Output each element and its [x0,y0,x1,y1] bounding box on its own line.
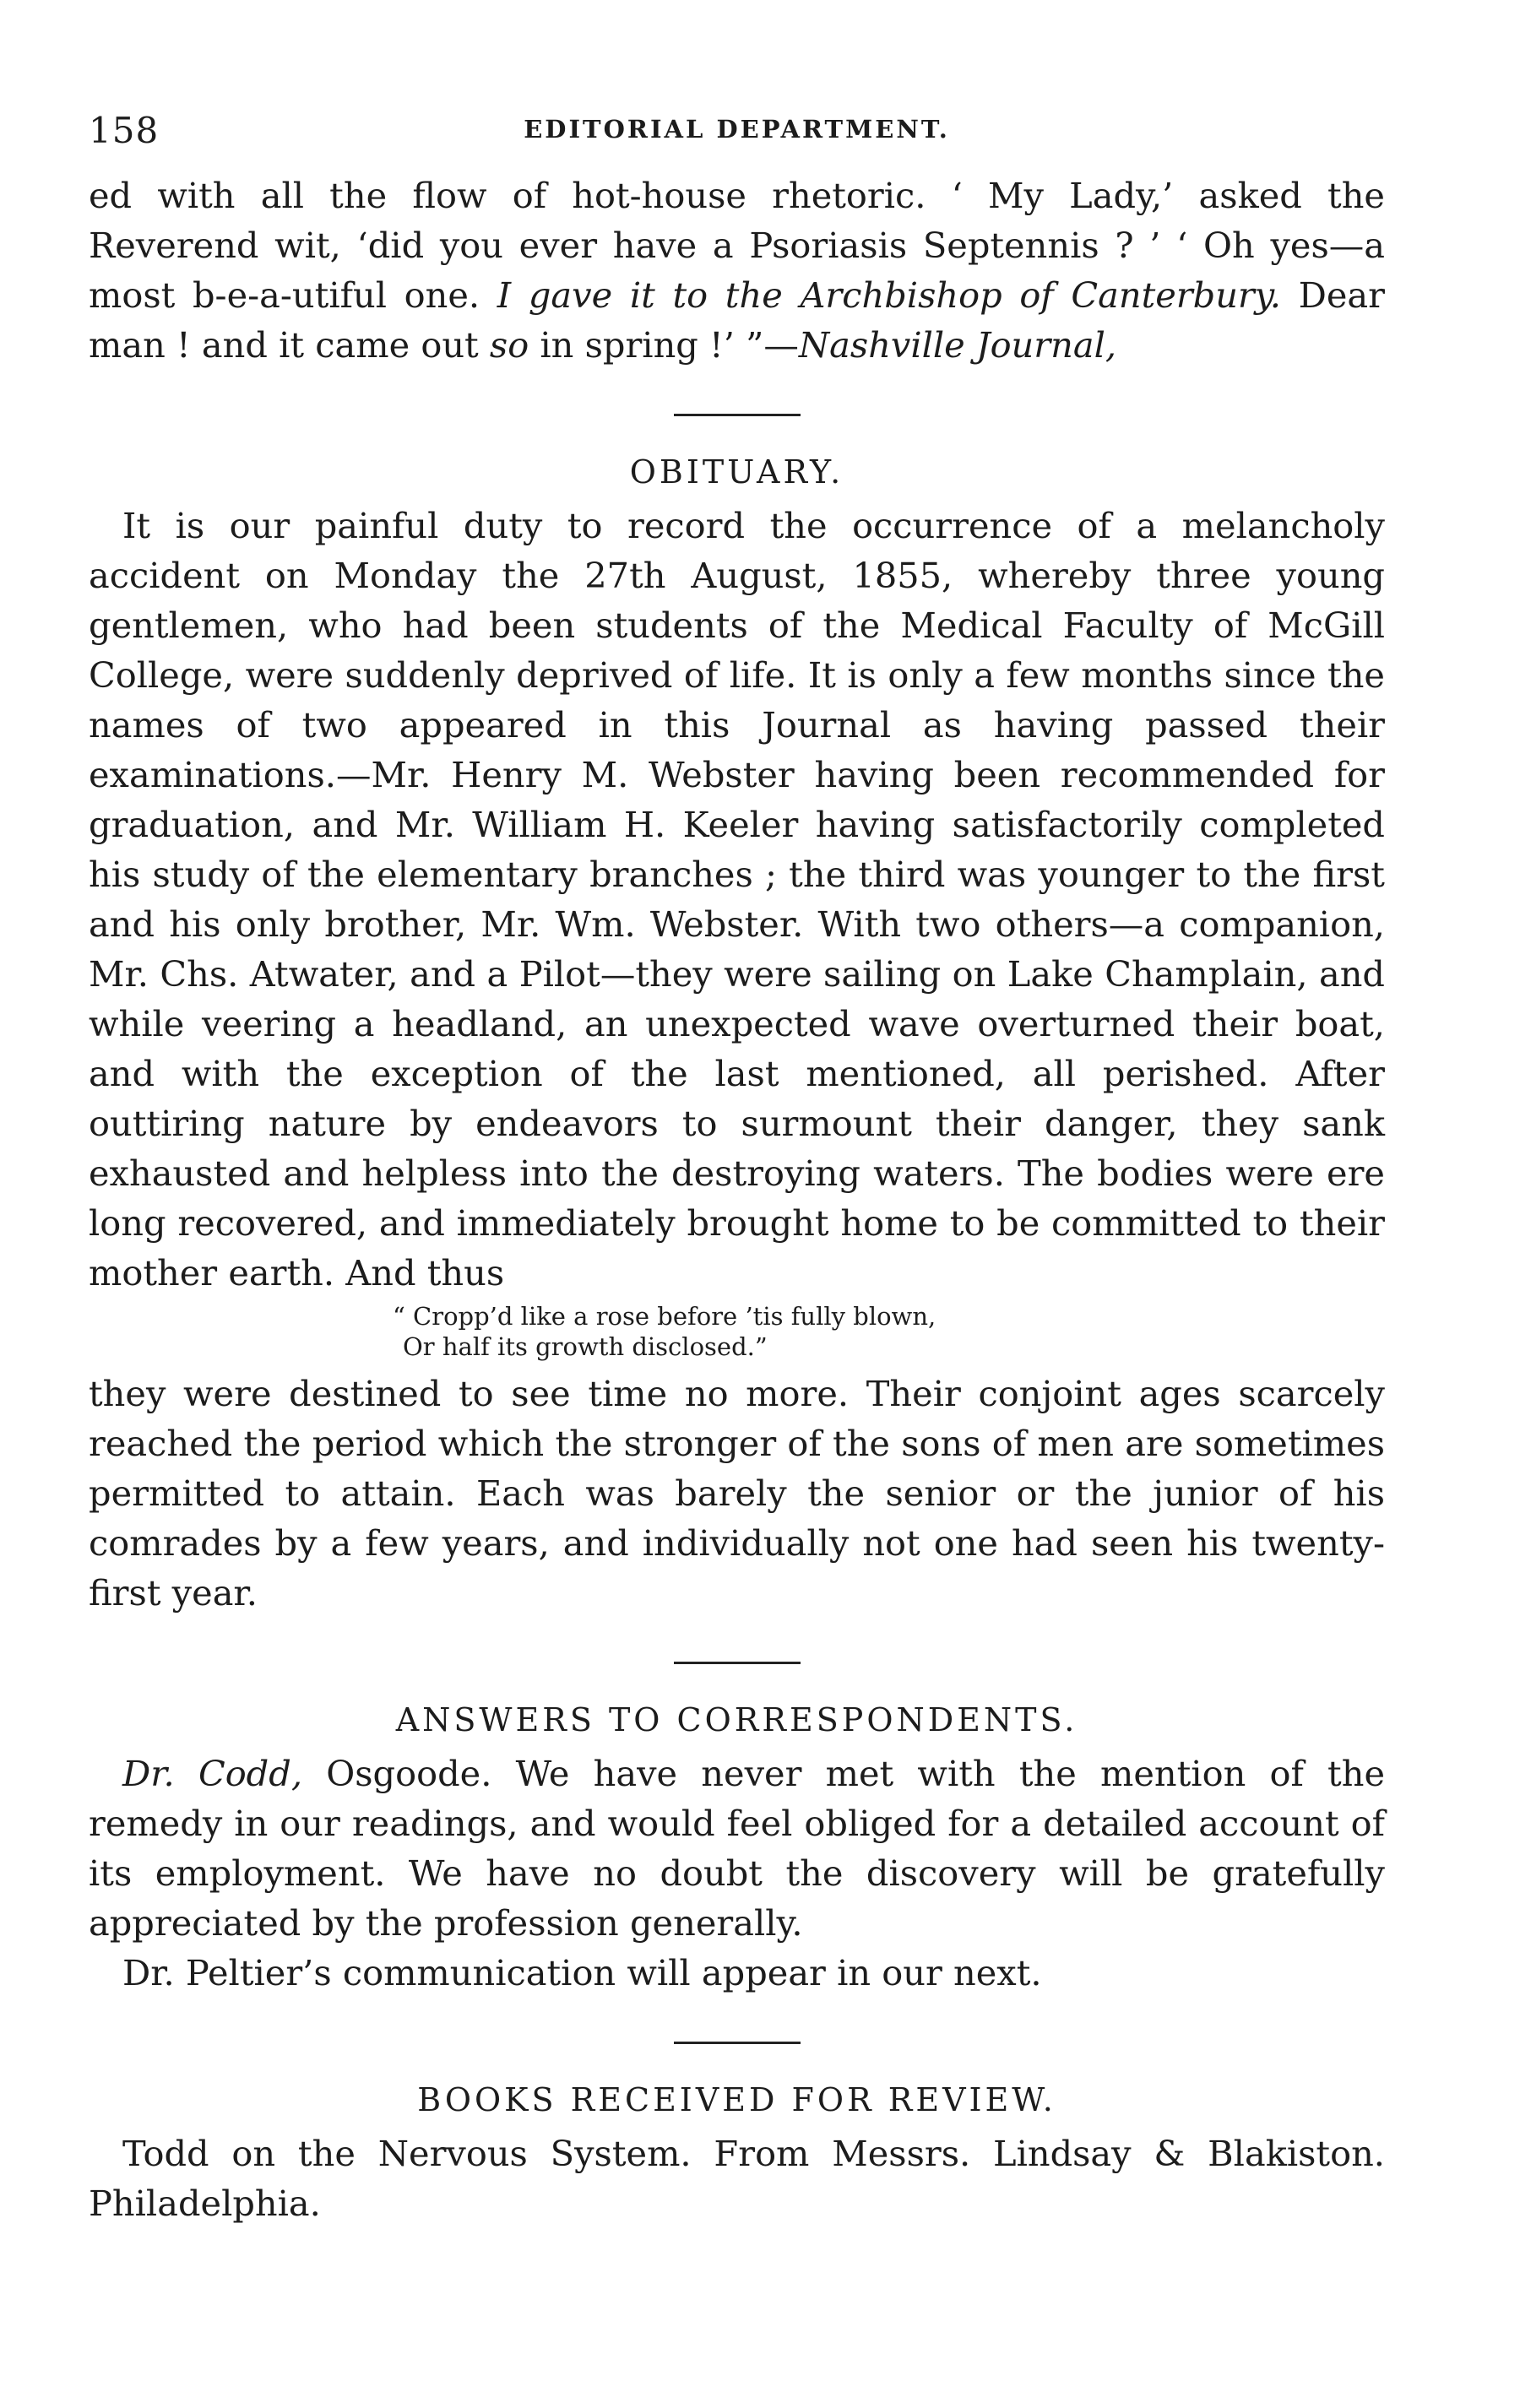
obituary-paragraph-1: It is our painful duty to record the occurrence of a melancholy accident on Monday the 27th August, 1855, whereby three young gentlemen, who had been students of the Medical Faculty of McGill College, were suddenly deprived of life. It is only a few months since the names of two appeared in this Journal as having passed their examinations.—Mr. Henry M. Webster having been recommended for graduation, and Mr. William H. Keeler having satisfactorily completed his study of the elementary branches ; the third was younger to the first and his only brother, Mr. Wm. Webster. With two others—a companion, Mr. Chs. Atwater, and a Pilot—they were sailing on Lake Champlain, and while veering a headland, an unexpected wave overturned their boat, and with the exception of the last mentioned, all perished. After outtiring nature by endeavors to surmount their danger, they sank exhausted and helpless into the destroying waters. The bodies were ere long recovered, and immediately brought home to be committed to their mother earth. And thus [89,505,1385,1293]
answers-paragraph-2: Dr. Peltier’s communication will appear in our next. [122,1952,1042,1993]
intro-italic-2: so [489,324,529,366]
answers-paragraph-1 [89,1749,1385,1948]
obituary-heading: OBITUARY. [629,453,844,491]
intro-source: Nashville Journal, [798,324,1117,366]
running-head: EDITORIAL DEPARTMENT. [524,115,950,144]
answers-heading: ANSWERS TO CORRESPONDENTS. [395,1701,1078,1738]
obituary-paragraph-2: they were destined to see time no more. Their conjoint ages scarcely reached the period which the stronger of the sons of men are sometimes permitted to attain. Each was barely the senior or the junior of his comrades by a few years, and individually not one had seen his twenty-first year. [89,1373,1385,1613]
intro-text-1: ed with all the flow of hot-house rhetoric. ‘ My Lady,’ asked the Reverend wit, ‘did you ever have a Psoriasis Septennis ? ’ ‘ Oh yes—a most b-e-a-utiful one. [89,175,1385,316]
intro-italic-1: I gave it to the Archbishop of Canterbury. [497,274,1281,316]
section-divider [674,2042,801,2044]
correspondent-name: Dr. Codd, [122,1753,303,1794]
answers-text-1: Osgoode. We have never met with the mention of the remedy in our readings, and would feel obliged for a detailed account of its employment. We have no doubt the discovery will be gratefully appreciated by the profession generally. [89,1753,1386,1944]
journal-page [89,110,1385,2228]
poem-quote [393,1301,1385,1362]
intro-text-3: in spring !’ ”— [529,324,799,366]
section-divider [674,1662,801,1664]
quote-line-1: “ Cropp’d like a rose before ’tis fully blown, [393,1302,936,1331]
page-header [89,110,1385,160]
quote-line-2: Or half its growth disclosed.” [403,1332,768,1361]
intro-paragraph [89,171,1385,370]
intro-text-2: Dear man ! and it came out [89,274,1385,366]
section-divider [674,414,801,416]
page-number: 158 [89,110,160,151]
books-heading: BOOKS RECEIVED FOR REVIEW. [417,2081,1056,2118]
books-paragraph: Todd on the Nervous System. From Messrs. Lindsay & Blakiston. Philadelphia. [89,2133,1385,2224]
